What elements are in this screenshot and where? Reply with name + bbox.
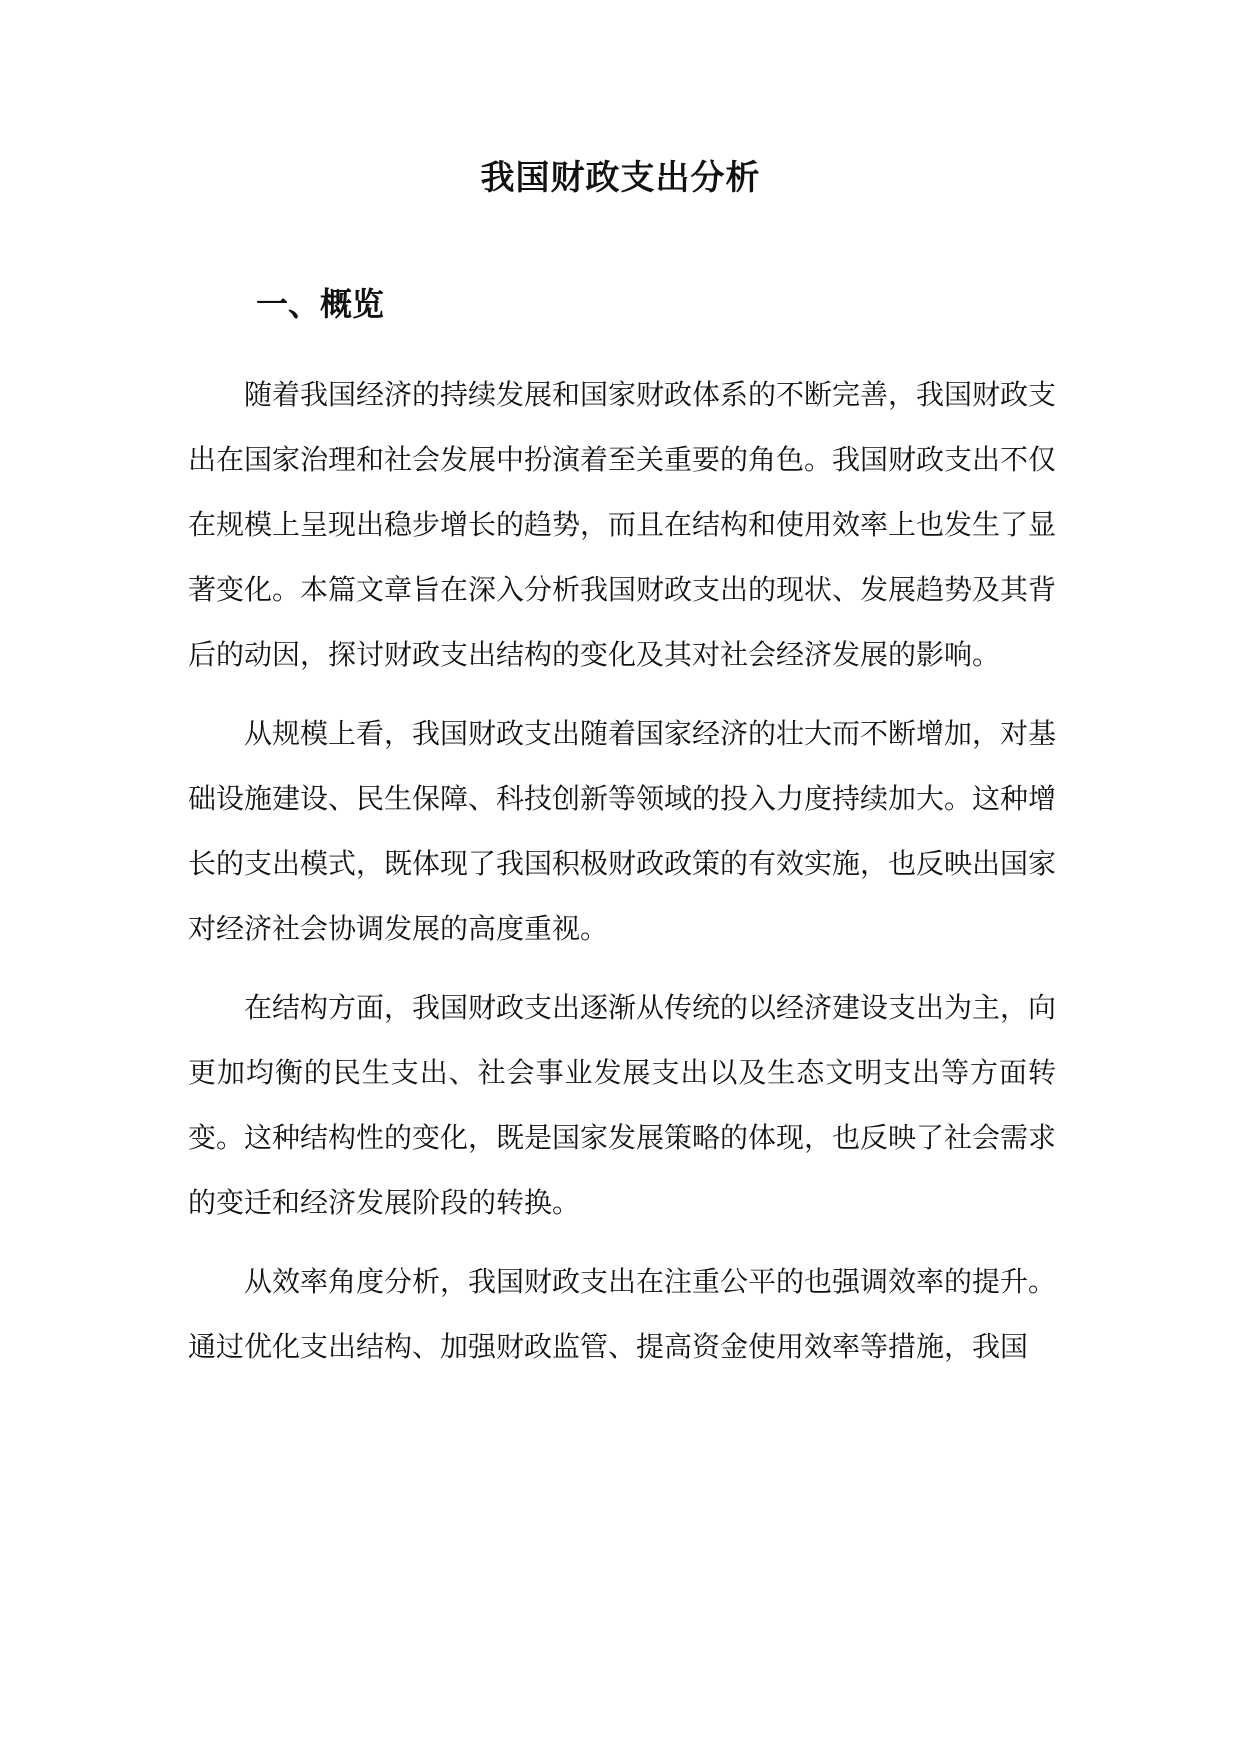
document-body bbox=[188, 362, 1056, 1379]
document-title: 我国财政支出分析 bbox=[480, 158, 761, 198]
paragraph-1: 随着我国经济的持续发展和国家财政体系的不断完善，我国财政支出在国家治理和社会发展中扮演着至关重要的角色。我国财政支出不仅在规模上呈现出稳步增长的趋势，而且在结构和使用效率上也发生了显著变化。本篇文章旨在深入分析我国财政支出的现状、发展趋势及其背后的动因，探讨财政支出结构的变化及其对社会经济发展的影响。 bbox=[188, 378, 1057, 671]
section-heading: 一、概览 bbox=[256, 285, 385, 323]
paragraph-3: 在结构方面，我国财政支出逐渐从传统的以经济建设支出为主，向更加均衡的民生支出、社会事业发展支出以及生态文明支出等方面转变。这种结构性的变化，既是国家发展策略的体现，也反映了社会需求的变迁和经济发展阶段的转换。 bbox=[188, 991, 1057, 1219]
paragraph-4: 从效率角度分析，我国财政支出在注重公平的也强调效率的提升。通过优化支出结构、加强财政监管、提高资金使用效率等措施，我国 bbox=[188, 1265, 1057, 1363]
paragraph-2: 从规模上看，我国财政支出随着国家经济的壮大而不断增加，对基础设施建设、民生保障、科技创新等领域的投入力度持续加大。这种增长的支出模式，既体现了我国积极财政政策的有效实施，也反映出国家对经济社会协调发展的高度重视。 bbox=[188, 717, 1057, 945]
